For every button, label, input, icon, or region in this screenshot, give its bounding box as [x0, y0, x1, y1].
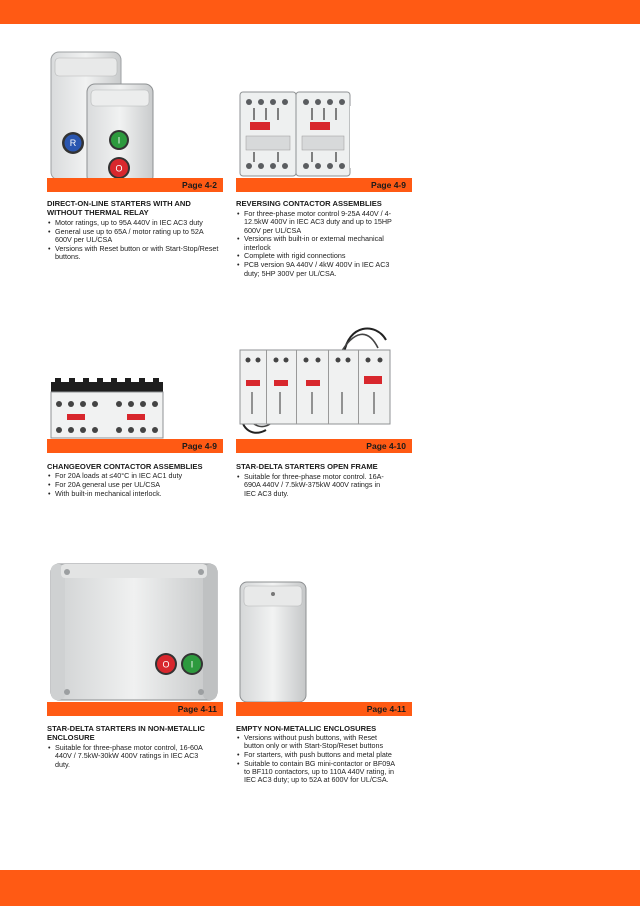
feature-list	[47, 219, 220, 262]
empty-enclosure-image	[236, 580, 412, 704]
feature-list	[236, 473, 394, 498]
feature-item: • General use up to 65A / motor rating up to 52A 600V per UL/CSA	[55, 228, 220, 245]
reversing-contactor-image	[236, 86, 412, 181]
page-reference-bar[interactable]	[47, 702, 223, 716]
page-reference[interactable]: Page 4-2	[182, 180, 217, 190]
product-title: CHANGEOVER CONTACTOR ASSEMBLIES	[47, 462, 203, 471]
stop-button-label: O	[162, 659, 170, 670]
top-accent-bar	[0, 0, 640, 24]
product-title: STAR-DELTA STARTERS IN NON-METALLIC ENCLOSURE	[47, 724, 206, 742]
page-reference[interactable]: Page 4-10	[366, 441, 406, 451]
star-delta-open-frame-image	[236, 318, 412, 442]
start-button-label: I	[190, 659, 194, 670]
direct-on-line-starter-image	[47, 44, 223, 184]
feature-list	[236, 210, 399, 278]
star-delta-enclosure-image	[47, 560, 223, 702]
page-reference[interactable]: Page 4-9	[182, 441, 217, 451]
feature-item: • Complete with rigid connections	[244, 252, 399, 260]
feature-item: • For starters, with push buttons and metal plate	[244, 751, 399, 759]
feature-item: • Suitable to contain BG mini-contactor or BF09A to BF110 contactors, up to 110A 440V rating, in IEC AC3 duty; up to 52A at 600V for UL/CSA.	[244, 760, 399, 785]
feature-item: • For three-phase motor control 9-25A 440V / 4-12.5kW 400V in IEC AC3 duty and up to 15HP 600V per UL/CSA	[244, 210, 399, 235]
product-title: EMPTY NON-METALLIC ENCLOSURES	[236, 724, 377, 733]
start-button-label: I	[117, 135, 121, 146]
page-reference-bar[interactable]	[236, 178, 412, 192]
feature-list	[236, 734, 399, 785]
feature-item: • Versions with Reset button or with Start-Stop/Reset buttons.	[55, 245, 220, 262]
feature-list	[47, 744, 215, 769]
feature-item: • For 20A loads at ≤40°C in IEC AC1 duty	[55, 472, 220, 480]
product-title: STAR-DELTA STARTERS OPEN FRAME	[236, 462, 378, 471]
feature-item: • Suitable for three-phase motor control. 16A-690A 440V / 7.5kW-375kW 400V ratings in IEC AC3 duty.	[244, 473, 394, 498]
feature-item: • For 20A general use per UL/CSA	[55, 481, 220, 489]
feature-item: • PCB version 9A 440V / 4kW 400V in IEC AC3 duty; 5HP 300V per UL/CSA.	[244, 261, 399, 278]
page-reference-bar[interactable]	[236, 702, 412, 716]
feature-list	[47, 472, 220, 498]
bottom-accent-bar	[0, 870, 640, 906]
page-reference-bar[interactable]	[47, 178, 223, 192]
feature-item: • Versions without push buttons, with Reset button only or with Start-Stop/Reset buttons	[244, 734, 399, 751]
stop-button-label: O	[115, 163, 123, 174]
changeover-contactor-image	[47, 378, 223, 440]
feature-item: • Suitable for three-phase motor control, 16-60A 440V / 7.5kW-30kW 400V ratings in IEC AC3 duty.	[55, 744, 215, 769]
feature-item: • Versions with built-in or external mechanical interlock	[244, 235, 399, 252]
page-reference-bar[interactable]	[47, 439, 223, 453]
product-title: DIRECT-ON-LINE STARTERS WITH AND WITHOUT THERMAL RELAY	[47, 199, 191, 217]
feature-item: • Motor ratings, up to 95A 440V in IEC AC3 duty	[55, 219, 220, 227]
product-title: REVERSING CONTACTOR ASSEMBLIES	[236, 199, 382, 208]
reset-button-label: R	[69, 138, 77, 148]
page-reference[interactable]: Page 4-11	[366, 704, 406, 714]
page-reference[interactable]: Page 4-9	[371, 180, 406, 190]
feature-item: • With built-in mechanical interlock.	[55, 490, 220, 498]
page-reference[interactable]: Page 4-11	[177, 704, 217, 714]
page-reference-bar[interactable]	[236, 439, 412, 453]
